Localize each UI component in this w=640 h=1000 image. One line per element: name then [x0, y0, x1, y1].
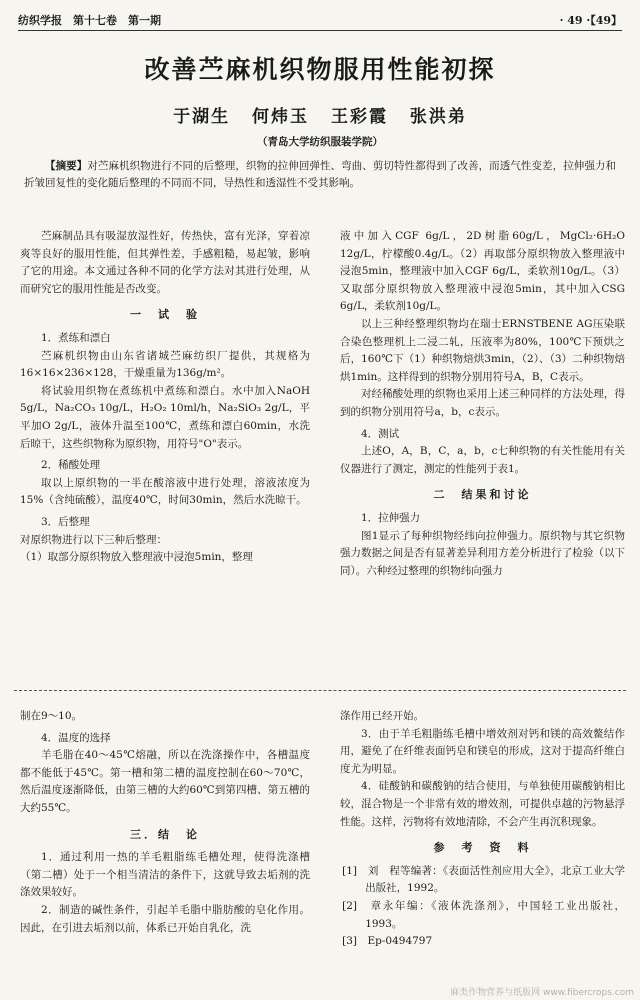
column-3	[20, 708, 310, 998]
authors: 于湖生 何炜玉 王彩霞 张洪弟	[173, 107, 467, 127]
journal-info: 纺织学报 第十七卷 第一期	[18, 14, 161, 27]
page-header	[18, 10, 622, 31]
article-divider	[14, 690, 626, 691]
subsection-title: 3．后整理	[41, 515, 90, 528]
abstract-label: 【摘要】	[45, 160, 88, 172]
paragraph: 制在9～10。	[20, 710, 83, 722]
paragraph: 涤作用已经开始。	[340, 710, 424, 722]
reference-item: [2] 章永年编：《液体洗涤剂》，中国轻工业出版社，1993。	[342, 899, 625, 930]
section-heading-references: 参 考 资 料	[433, 841, 532, 855]
paragraph: 1．通过利用一热的羊毛粗脂练毛槽处理，使得洗涤槽（第二槽）处于一个相当清洁的条件下，这就导致去垢剂的洗涤效果较好。	[20, 851, 310, 899]
section-heading-results: 二 结果和讨论	[433, 488, 532, 502]
paragraph: 以上三种经整理织物均在瑞士ERNSTBENE AG压染联合染色整理机上二浸二轧，压液率为80%，100℃下预烘之后，160℃下（1）种织物焙烘3min，（2）、（3）二种织物焙烘1min。这样得到的织物分别用符号A，B，C表示。	[340, 317, 625, 383]
paragraph: 2．制造的碱性条件，引起羊毛脂中脂肪酸的皂化作用。因此，在引进去垢剂以前，体系已开始自乳化，洗	[20, 903, 310, 934]
section-heading-experiment: 一 试 验	[130, 308, 200, 322]
subsection-title: 4．测试	[361, 427, 400, 440]
affiliation: （青岛大学纺织服装学院）	[257, 136, 383, 148]
paragraph: 羊毛脂在40～45℃熔融，所以在洗涤操作中，各槽温度都不能低于45℃。第一槽和第二槽的温度控制在60～70℃，然后温度逐渐降低，由第三槽的大约60℃到第四槽、第五槽的大约55℃。	[20, 749, 310, 814]
paragraph: 取以上原织物的一半在酸溶液中进行处理，溶液浓度为15%（含纯硫酸），温度40℃，时间30min，然后水洗晾干。	[20, 476, 310, 507]
reference-item: [3] Ep-0494797	[342, 935, 433, 948]
paragraph: 4．硅酸钠和碳酸钠的结合使用，与单独使用碳酸钠相比较，混合物是一个非常有效的增效剂，可提供卓越的污物悬浮性能。这样，污物将有效地清除，不会产生再沉积现象。	[340, 780, 625, 828]
subsection-title: 1．拉伸强力	[361, 511, 421, 524]
reference-item: [1] 刘 程等编著：《表面活性剂应用大全》，北京工业大学出版社，1992。	[342, 864, 625, 895]
subsection-title: 1．煮练和漂白	[41, 331, 111, 344]
column-4	[340, 708, 625, 998]
page-number: · 49 ·【49】	[559, 14, 622, 27]
abstract-text: 对苎麻机织物进行不同的后整理，织物的拉伸回弹性、弯曲、剪切特性都得到了改善，而透气性变差，拉伸强力和折皱回复性的变化随后整理的不同而不同，导热性和透湿性不受其影响。	[24, 160, 617, 189]
column-2	[340, 228, 625, 683]
subsection-title: 2．稀酸处理	[41, 459, 101, 472]
subsection-title: 4．温度的选择	[41, 731, 111, 744]
paragraph: （1）取部分原织物放入整理液中浸泡5min，整理	[20, 551, 253, 564]
paragraph: 对经稀酸处理的织物也采用上述三种同样的方法处理，得到的织物分别用符号a，b，c表示。	[340, 388, 625, 418]
column-1	[20, 228, 310, 678]
paragraph: 对原织物进行以下三种后整理：	[20, 533, 167, 546]
section-heading-conclusion: 三．结 论	[130, 827, 200, 841]
paragraph: 液中加入CGF 6g/L，2D树脂60g/L，MgCl₂·6H₂O 12g/L，柠檬酸0.4g/L。（2）再取部分原织物放入整理液中浸泡5min，整理液中加入CGF 6g/L，柔软剂10g/L。（3）又取部分原织物放入整理液中浸泡5min，其中加入CSG 6g/L，柔软剂10g/L。	[340, 230, 625, 313]
intro-paragraph: 苎麻制品具有吸湿放湿性好，传热快，富有光泽，穿着凉爽等良好的服用性能，但其弹性差，手感粗糙，易起皱，影响了它的用途。本文通过各种不同的化学方法对其进行处理，从而研究它的服用性能是否改变。	[20, 230, 310, 295]
paragraph: 苎麻机织物由山东省诸城苎麻纺织厂提供，其规格为16×16×236×128，干燥重量为136g/m²。	[20, 349, 310, 380]
paragraph: 图1显示了每种织物经纬向拉伸强力。原织物与其它织物强力数据之间是否有显著差异利用方差分析进行了检验（以下同）。六种经过整理的织物纬向强力	[340, 529, 625, 577]
paragraph: 3．由于羊毛粗脂练毛槽中增效剂对钙和镁的高效鳌结作用，避免了在纤维表面钙皂和镁皂的形成，这对于提高纤维白度尤为明显。	[340, 727, 625, 775]
watermark: 麻类作物营养与纸版网 www.fibercrops.com	[450, 988, 634, 998]
abstract	[24, 158, 616, 192]
paragraph: 将试验用织物在煮练机中煮练和漂白。水中加入NaOH 5g/L，Na₂CO₃ 10g/L，H₂O₂ 10ml/h，Na₂SiO₃ 2g/L，平平加O 2g/L，液体升温至100℃，煮练和漂白60min，水洗后晾干，这些织物称为原织物，用符号"O"表示。	[20, 384, 310, 450]
paragraph: 上述O，A，B，C，a，b，c七种织物的有关性能用有关仪器进行了测定，测定的性能列于表1。	[340, 445, 625, 475]
article-title: 改善苎麻机织物服用性能初探	[144, 55, 496, 84]
